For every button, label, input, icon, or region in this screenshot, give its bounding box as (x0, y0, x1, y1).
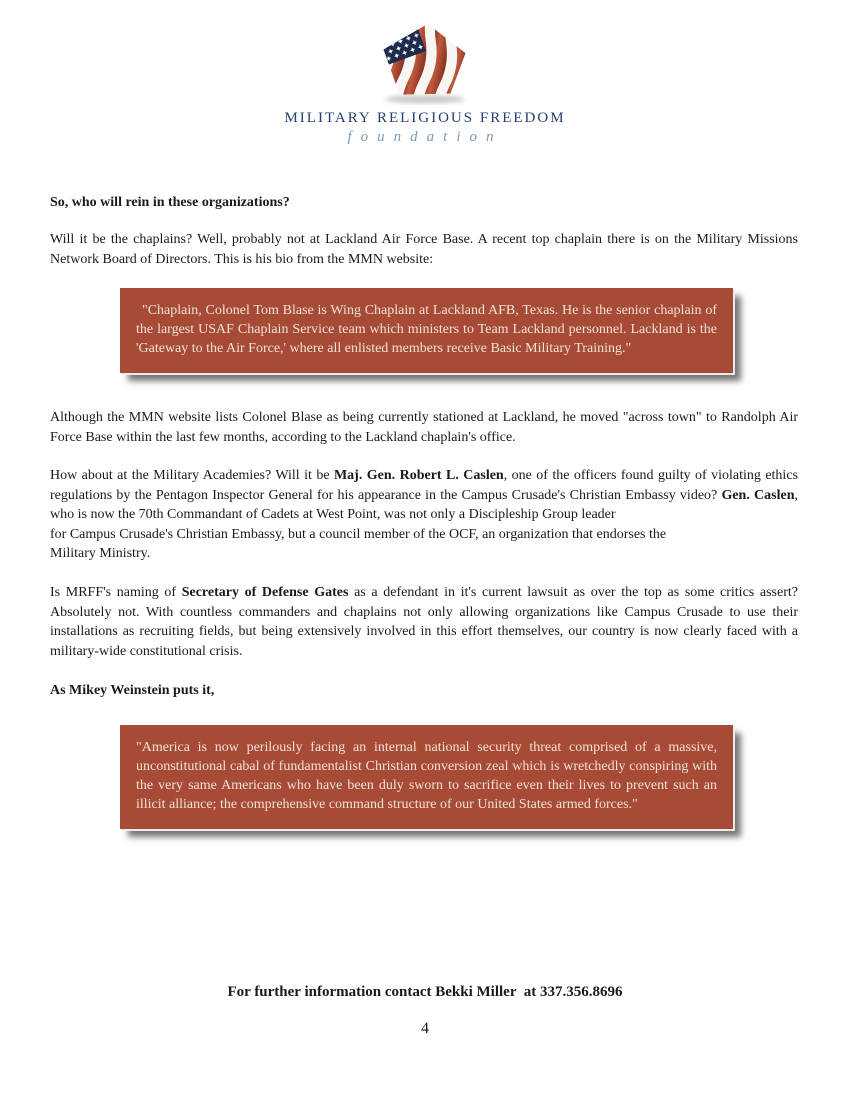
pentagon-flag-icon (376, 22, 474, 105)
contact-line: For further information contact Bekki Miller at 337.356.8696 (227, 984, 623, 1000)
paragraph-gates-lawsuit: Is MRFF's naming of Secretary of Defense Gates as a defendant in it's current lawsuit as over the top as some critics assert? Absolutely not. With countless commanders and chaplains not only allowing organizations like Campus Crusade to use their installations as recruiting fields, but being extensively involved in this effort themselves, our country is now clearly faced with a military-wide constitutional crisis. (50, 585, 798, 659)
quote-text-weinstein: "America is now perilously facing an internal national security threat comprised of a massive, unconstitutional cabal of fundamentalist Christian conversion zeal which is wretchedly conspiring with the very same Americans who have been duly sworn to sacrifice even their lives to prevent such an illicit alliance; the comprehensive command structure of our United States armed forces." (136, 740, 717, 812)
brand-name: MILITARY RELIGIOUS FREEDOM (284, 110, 566, 126)
intro-heading: So, who will rein in these organizations? (50, 195, 290, 210)
paragraph-blase-moved: Although the MMN website lists Colonel Blase as being currently stationed at Lackland, he moved "across town" to Randolph Air Force Base within the last few months, according to the Lackland chaplain's office. (50, 410, 798, 445)
page-number: 4 (421, 1020, 429, 1037)
quote-box-weinstein (120, 725, 733, 829)
brand-header (0, 22, 850, 146)
quote-box-blase-bio (120, 288, 733, 373)
paragraph-academies: How about at the Military Academies? Will it be Maj. Gen. Robert L. Caslen, one of the officers found guilty of violating ethics regulations by the Pentagon Inspector General for his appearance in the Campus Crusade's Christian Embassy video? Gen. Caslen, who is now the 70th Commandant of Cadets at West Point, was not only a Discipleship Group leader for Campus Crusade's Christian Embassy, but a council member of the OCF, an organization that endorses the Military Ministry. (50, 468, 798, 561)
intro-paragraph: Will it be the chaplains? Well, probably not at Lackland Air Force Base. A recent top chaplain there is on the Military Missions Network Board of Directors. This is his bio from the MMN website: (50, 232, 798, 267)
logo-shadow (385, 95, 464, 103)
quote-text-blase-bio: "Chaplain, Colonel Tom Blase is Wing Chaplain at Lackland AFB, Texas. He is the senior chaplain of the largest USAF Chaplain Service team which ministers to Team Lackland personnel. Lackland is the 'Gateway to the Air Force,' where all enlisted members receive Basic Military Training." (136, 303, 717, 356)
weinstein-lead-in: As Mikey Weinstein puts it, (50, 683, 215, 698)
brand-foundation-label: foundation (347, 129, 503, 145)
